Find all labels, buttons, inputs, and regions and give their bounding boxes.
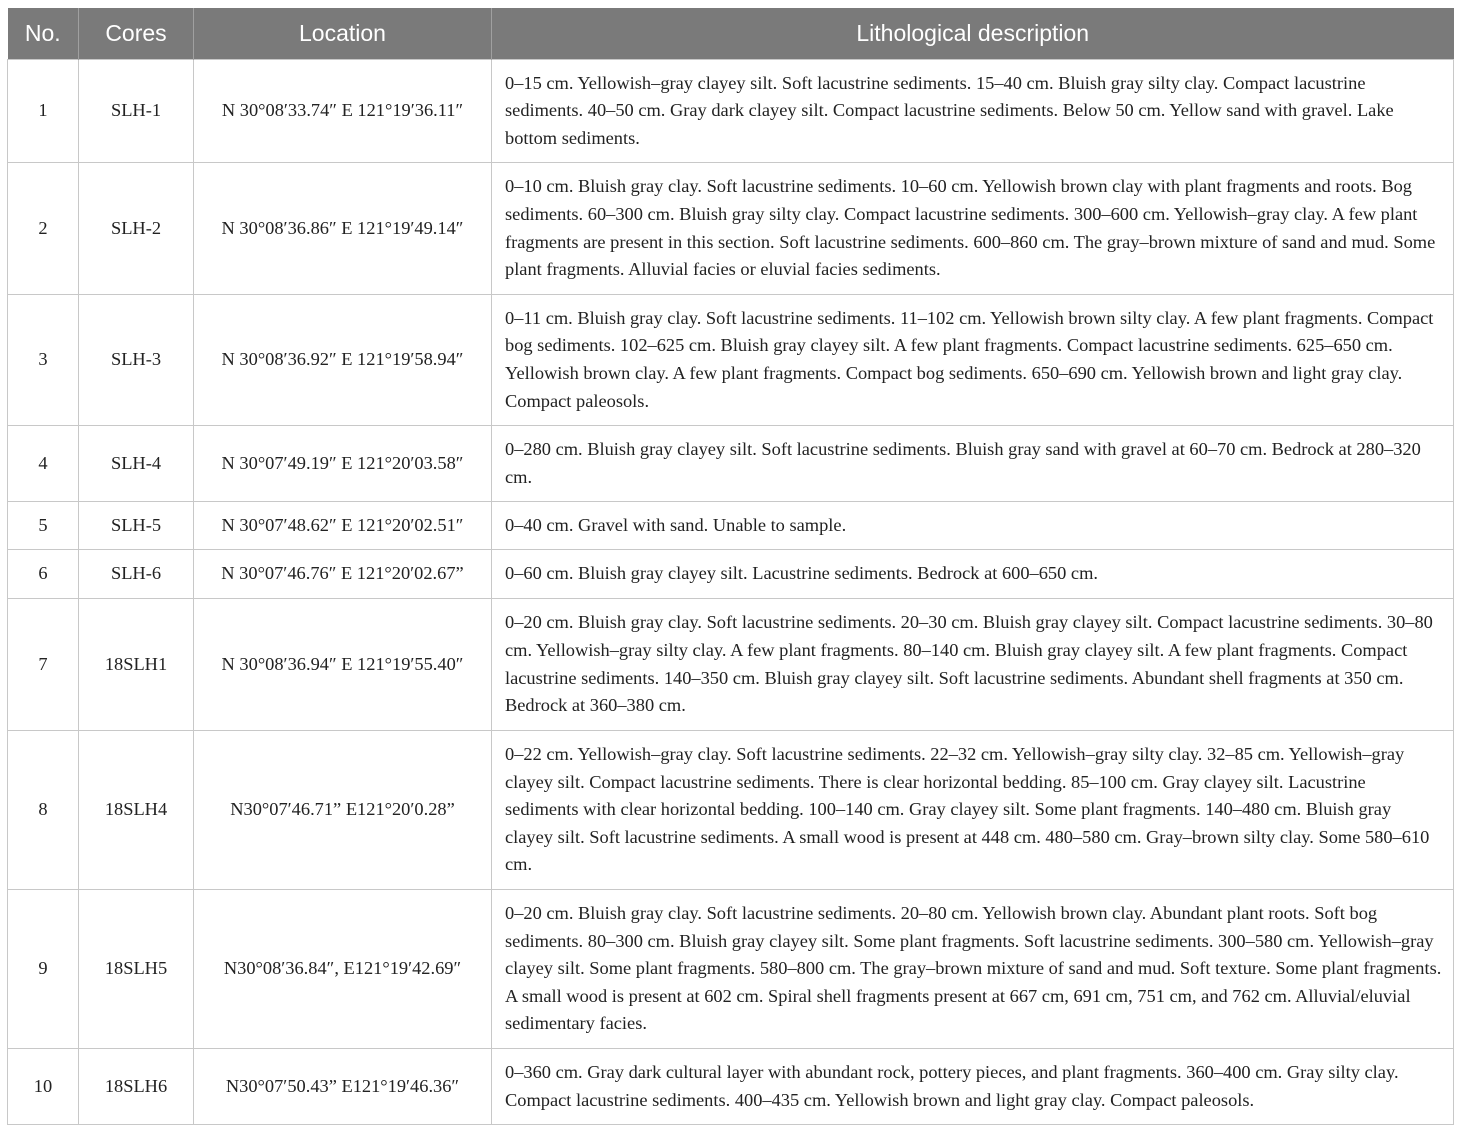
cell-no: 7 — [8, 599, 79, 731]
cell-location: N30°07′50.43” E121°19′46.36″ — [194, 1049, 492, 1125]
cell-description: 0–22 cm. Yellowish–gray clay. Soft lacustrine sediments. 22–32 cm. Yellowish–gray silty clay. 32–85 cm. Yellowish–gray clayey silt. Compact lacustrine sediments. There is clear horizontal bedding. 85–100 cm. Gray clayey silt. Lacustrine sediments with clear horizontal bedding. 100–140 cm. Gray clayey silt. Some plant fragments. 140–480 cm. Bluish gray clayey silt. Soft lacustrine sediments. A small wood is present at 448 cm. 480–580 cm. Gray–brown silty clay. Some 580–610 cm. — [492, 731, 1454, 890]
cell-core: 18SLH4 — [79, 731, 194, 890]
table-row — [8, 163, 1454, 295]
table-row — [8, 890, 1454, 1049]
header-cores: Cores — [79, 8, 194, 60]
header-no: No. — [8, 8, 79, 60]
cell-location: N 30°08′33.74″ E 121°19′36.11″ — [194, 60, 492, 163]
cell-no: 5 — [8, 502, 79, 550]
cell-location: N 30°08′36.94″ E 121°19′55.40″ — [194, 599, 492, 731]
cell-description: 0–10 cm. Bluish gray clay. Soft lacustrine sediments. 10–60 cm. Yellowish brown clay with plant fragments and roots. Bog sediments. 60–300 cm. Bluish gray silty clay. Compact lacustrine sediments. 300–600 cm. Yellowish–gray clay. A few plant fragments are present in this section. Soft lacustrine sediments. 600–860 cm. The gray–brown mixture of sand and mud. Some plant fragments. Alluvial facies or eluvial facies sediments. — [492, 163, 1454, 295]
cell-description: 0–11 cm. Bluish gray clay. Soft lacustrine sediments. 11–102 cm. Yellowish brown silty clay. A few plant fragments. Compact bog sediments. 102–625 cm. Bluish gray clayey silt. A few plant fragments. Compact lacustrine sediments. 625–650 cm. Yellowish brown clay. A few plant fragments. Compact bog sediments. 650–690 cm. Yellowish brown and light gray clay. Compact paleosols. — [492, 295, 1454, 426]
cell-location: N 30°07′49.19″ E 121°20′03.58″ — [194, 426, 492, 502]
cell-core: 18SLH1 — [79, 599, 194, 731]
cell-description: 0–360 cm. Gray dark cultural layer with abundant rock, pottery pieces, and plant fragments. 360–400 cm. Gray silty clay. Compact lacustrine sediments. 400–435 cm. Yellowish brown and light gray clay. Compact paleosols. — [492, 1049, 1454, 1125]
cell-core: 18SLH6 — [79, 1049, 194, 1125]
table-row — [8, 731, 1454, 890]
cell-core: SLH-4 — [79, 426, 194, 502]
cell-location: N30°08′36.84″, E121°19′42.69″ — [194, 890, 492, 1049]
cell-location: N 30°08′36.92″ E 121°19′58.94″ — [194, 295, 492, 426]
cell-no: 9 — [8, 890, 79, 1049]
cell-description: 0–20 cm. Bluish gray clay. Soft lacustrine sediments. 20–80 cm. Yellowish brown clay. Abundant plant roots. Soft bog sediments. 80–300 cm. Bluish gray clayey silt. Some plant fragments. Soft lacustrine sediments. 300–580 cm. Yellowish–gray clayey silt. Some plant fragments. 580–800 cm. The gray–brown mixture of sand and mud. Soft texture. Some plant fragments. A small wood is present at 602 cm. Spiral shell fragments present at 667 cm, 691 cm, 751 cm, and 762 cm. Alluvial/eluvial sedimentary facies. — [492, 890, 1454, 1049]
cell-core: SLH-5 — [79, 502, 194, 550]
cell-core: 18SLH5 — [79, 890, 194, 1049]
table-row — [8, 502, 1454, 550]
table-header — [8, 8, 1454, 60]
table-row — [8, 295, 1454, 426]
cell-location: N 30°08′36.86″ E 121°19′49.14″ — [194, 163, 492, 295]
cell-core: SLH-6 — [79, 550, 194, 599]
cell-no: 8 — [8, 731, 79, 890]
cell-description: 0–60 cm. Bluish gray clayey silt. Lacustrine sediments. Bedrock at 600–650 cm. — [492, 550, 1454, 599]
cell-no: 2 — [8, 163, 79, 295]
table-row — [8, 60, 1454, 163]
cell-description: 0–15 cm. Yellowish–gray clayey silt. Soft lacustrine sediments. 15–40 cm. Bluish gray silty clay. Compact lacustrine sediments. 40–50 cm. Gray dark clayey silt. Compact lacustrine sediments. Below 50 cm. Yellow sand with gravel. Lake bottom sediments. — [492, 60, 1454, 163]
table-row — [8, 599, 1454, 731]
cell-no: 3 — [8, 295, 79, 426]
cell-description: 0–40 cm. Gravel with sand. Unable to sample. — [492, 502, 1454, 550]
cell-location: N 30°07′46.76″ E 121°20′02.67” — [194, 550, 492, 599]
header-row — [8, 8, 1454, 60]
cell-core: SLH-1 — [79, 60, 194, 163]
table-row — [8, 426, 1454, 502]
table-row — [8, 1049, 1454, 1125]
cell-no: 6 — [8, 550, 79, 599]
cell-location: N30°07′46.71” E121°20′0.28” — [194, 731, 492, 890]
cell-location: N 30°07′48.62″ E 121°20′02.51″ — [194, 502, 492, 550]
lithology-table — [7, 8, 1454, 1125]
cell-description: 0–280 cm. Bluish gray clayey silt. Soft lacustrine sediments. Bluish gray sand with gravel at 60–70 cm. Bedrock at 280–320 cm. — [492, 426, 1454, 502]
table-container — [7, 8, 1453, 1125]
cell-core: SLH-3 — [79, 295, 194, 426]
cell-no: 10 — [8, 1049, 79, 1125]
header-location: Location — [194, 8, 492, 60]
cell-description: 0–20 cm. Bluish gray clay. Soft lacustrine sediments. 20–30 cm. Bluish gray clayey silt. Compact lacustrine sediments. 30–80 cm. Yellowish–gray silty clay. A few plant fragments. 80–140 cm. Bluish gray clayey silt. A few plant fragments. Compact lacustrine sediments. 140–350 cm. Bluish gray clayey silt. Soft lacustrine sediments. Abundant shell fragments at 350 cm. Bedrock at 360–380 cm. — [492, 599, 1454, 731]
table-row — [8, 550, 1454, 599]
cell-no: 1 — [8, 60, 79, 163]
table-body — [8, 60, 1454, 1125]
cell-core: SLH-2 — [79, 163, 194, 295]
cell-no: 4 — [8, 426, 79, 502]
header-description: Lithological description — [492, 8, 1454, 60]
